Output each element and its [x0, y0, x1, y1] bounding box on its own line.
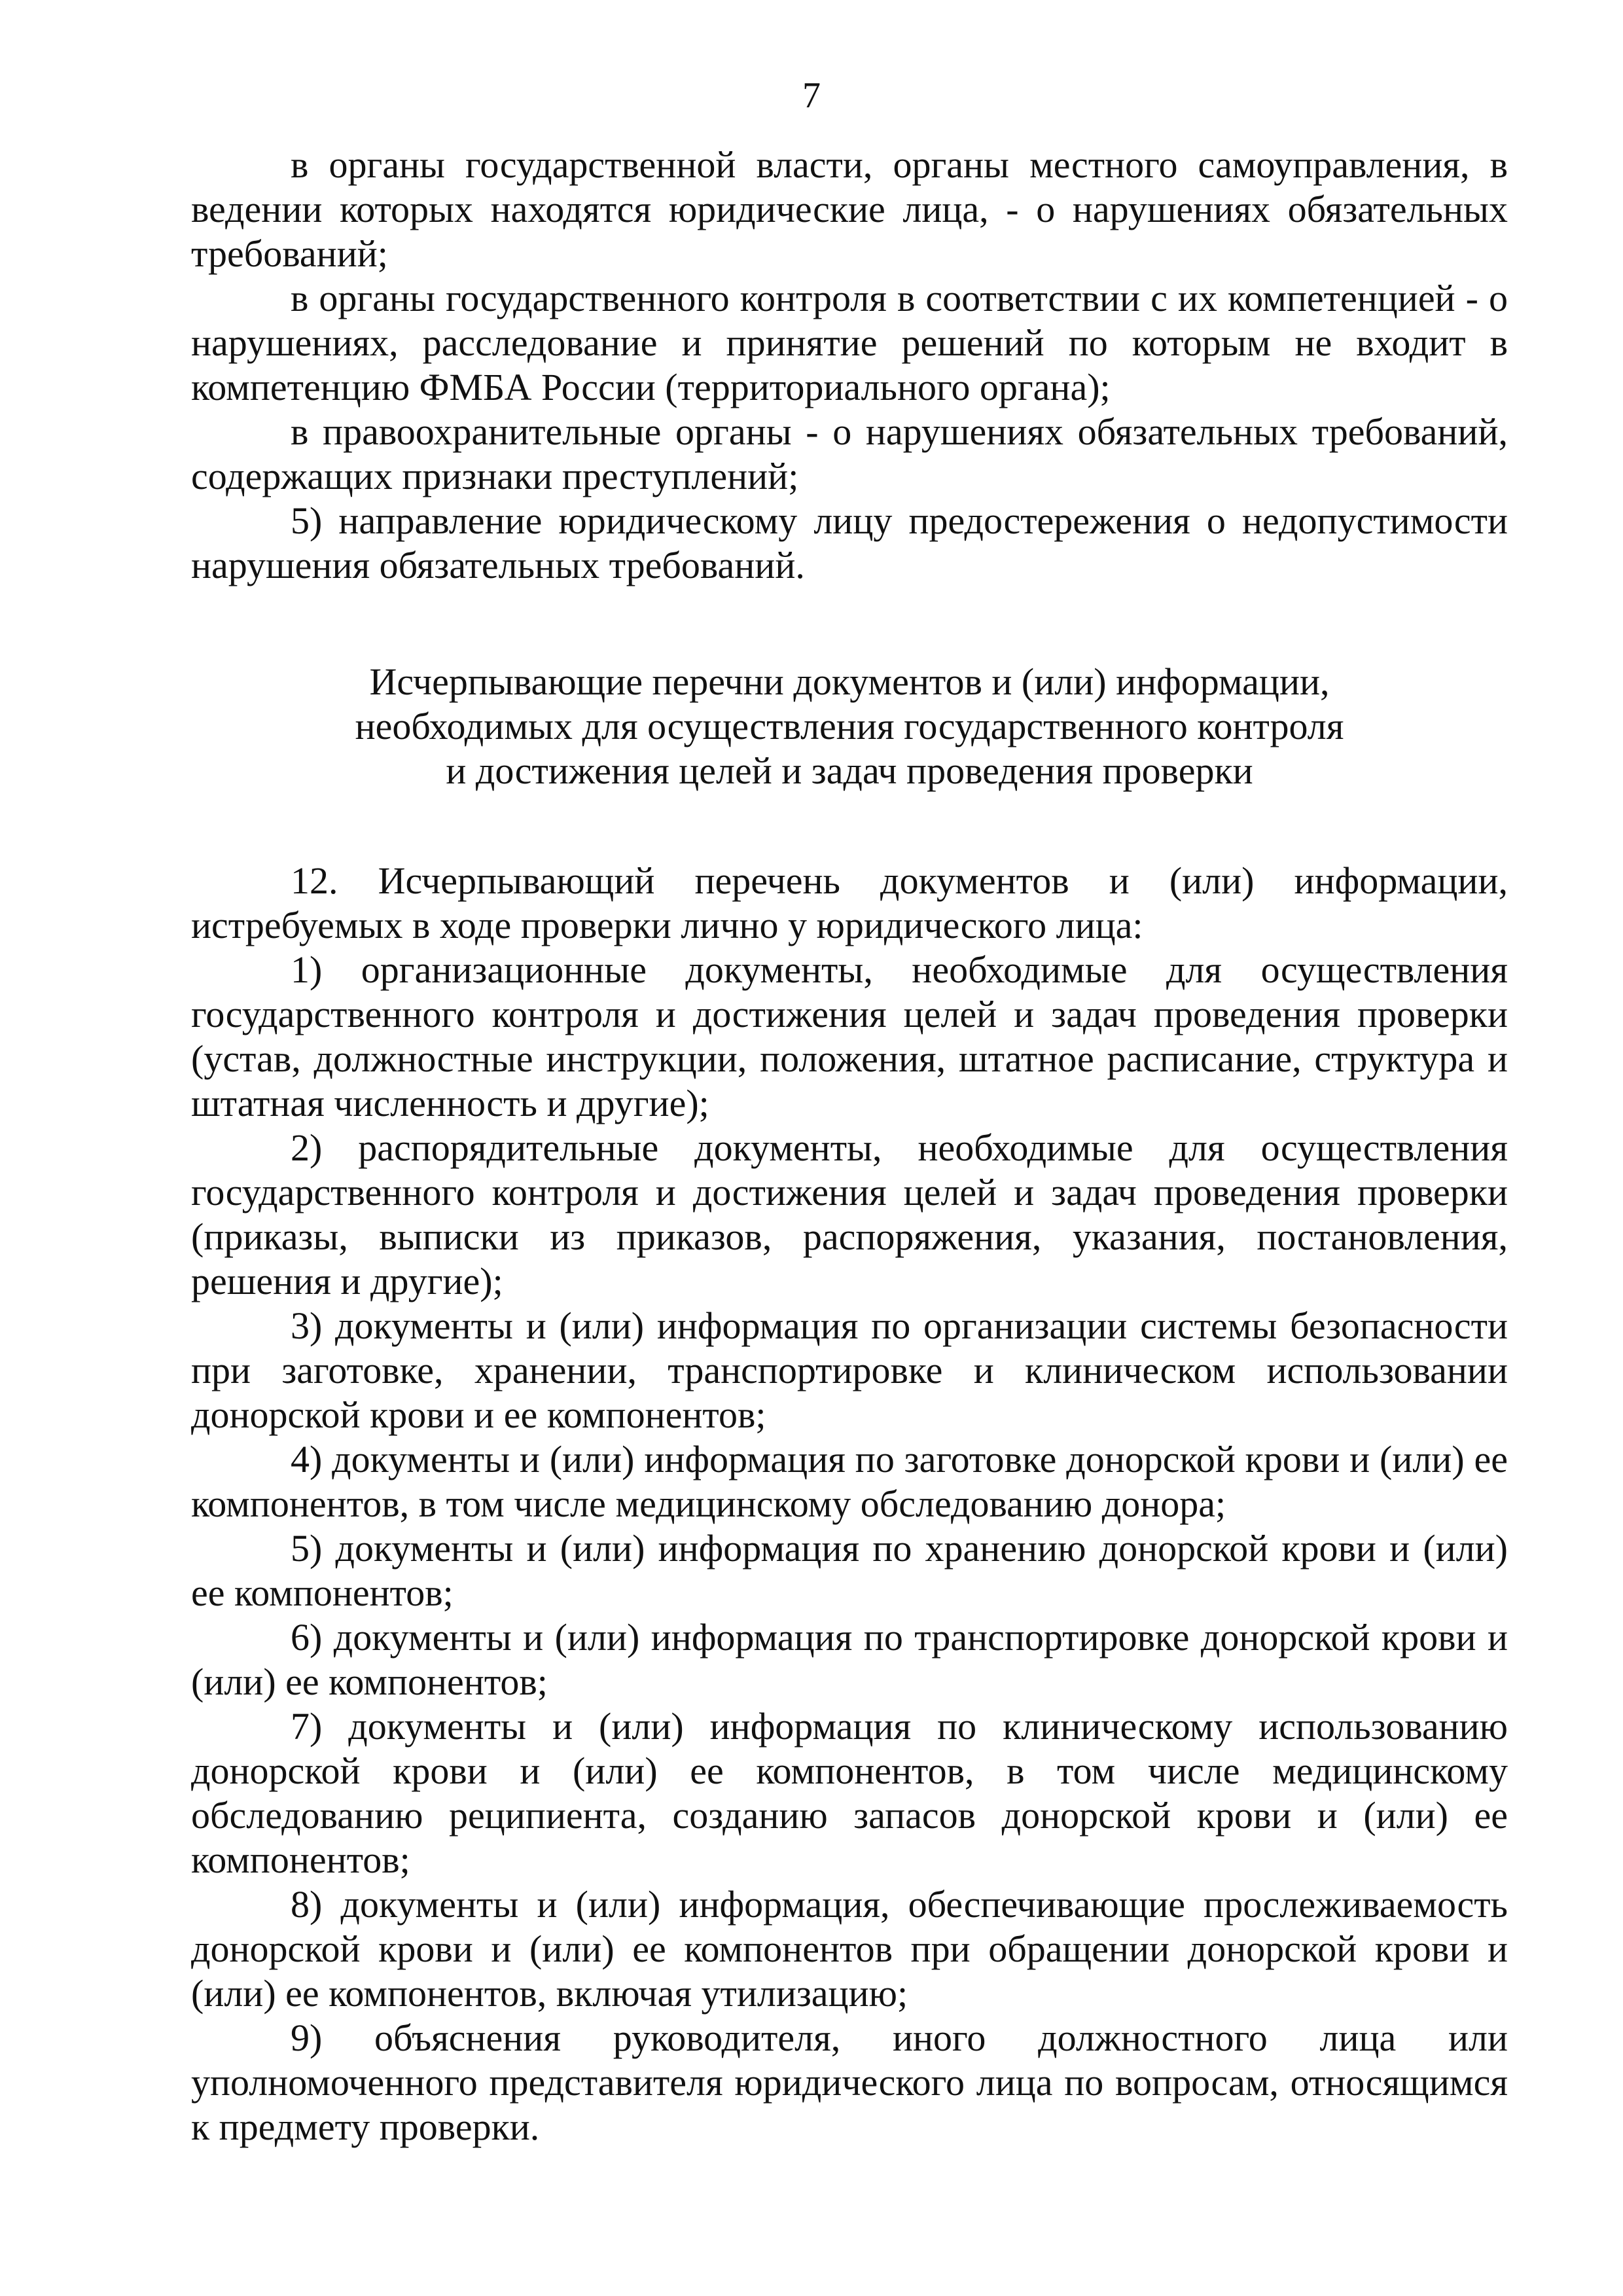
list-item-7: 7) документы и (или) информация по клиническому использованию донорской крови и (или) ее компонентов, в том числе медицинскому обследованию реципиента, созданию запасов донорской крови и (или) ее компонентов; — [191, 1705, 1508, 1881]
list-item-5: 5) документы и (или) информация по хранению донорской крови и (или) ее компонентов; — [191, 1527, 1508, 1614]
section-heading — [191, 660, 1508, 793]
section-heading-line: необходимых для осуществления государственного контроля — [355, 705, 1344, 747]
page-number: 7 — [802, 75, 821, 116]
list-item-3: 3) документы и (или) информация по организации системы безопасности при заготовке, хранении, транспортировке и клиническом использовании донорской крови и ее компонентов; — [191, 1304, 1508, 1436]
section-heading-line: и достижения целей и задач проведения проверки — [446, 749, 1253, 792]
clause-12-lead: 12. Исчерпывающий перечень документов и (или) информации, истребуемых в ходе проверки лично у юридического лица: — [191, 859, 1508, 946]
list-item-6: 6) документы и (или) информация по транспортировке донорской крови и (или) ее компонентов; — [191, 1616, 1508, 1703]
list-item-1: 1) организационные документы, необходимые для осуществления государственного контроля и достижения целей и задач проведения проверки (устав, должностные инструкции, положения, штатное расписание, структура и штатная численность и другие); — [191, 948, 1508, 1124]
paragraph-state-authorities: в органы государственной власти, органы местного самоуправления, в ведении которых находятся юридические лица, - о нарушениях обязательных требований; — [191, 143, 1508, 275]
paragraph-law-enforcement: в правоохранительные органы - о нарушениях обязательных требований, содержащих признаки преступлений; — [191, 410, 1508, 497]
list-item-2: 2) распорядительные документы, необходимые для осуществления государственного контроля и достижения целей и задач проведения проверки (приказы, выписки из приказов, распоряжения, указания, постановления, решения и другие); — [191, 1126, 1508, 1302]
list-item-4: 4) документы и (или) информация по заготовке донорской крови и (или) ее компонентов, в том числе медицинскому обследованию донора; — [191, 1438, 1508, 1525]
section-heading-line: Исчерпывающие перечни документов и (или) информации, — [369, 660, 1330, 703]
paragraph-state-control-bodies: в органы государственного контроля в соответствии с их компетенцией - о нарушениях, расследование и принятие решений по которым не входит в компетенцию ФМБА России (территориального органа); — [191, 277, 1508, 408]
paragraph-warning-item-5: 5) направление юридическому лицу предостережения о недопустимости нарушения обязательных требований. — [191, 499, 1508, 586]
list-item-9: 9) объяснения руководителя, иного должностного лица или уполномоченного представителя юридического лица по вопросам, относящимся к предмету проверки. — [191, 2017, 1508, 2148]
document-body — [191, 143, 1508, 2149]
list-item-8: 8) документы и (или) информация, обеспечивающие прослеживаемость донорской крови и (или) ее компонентов при обращении донорской крови и (или) ее компонентов, включая утилизацию; — [191, 1883, 1508, 2015]
